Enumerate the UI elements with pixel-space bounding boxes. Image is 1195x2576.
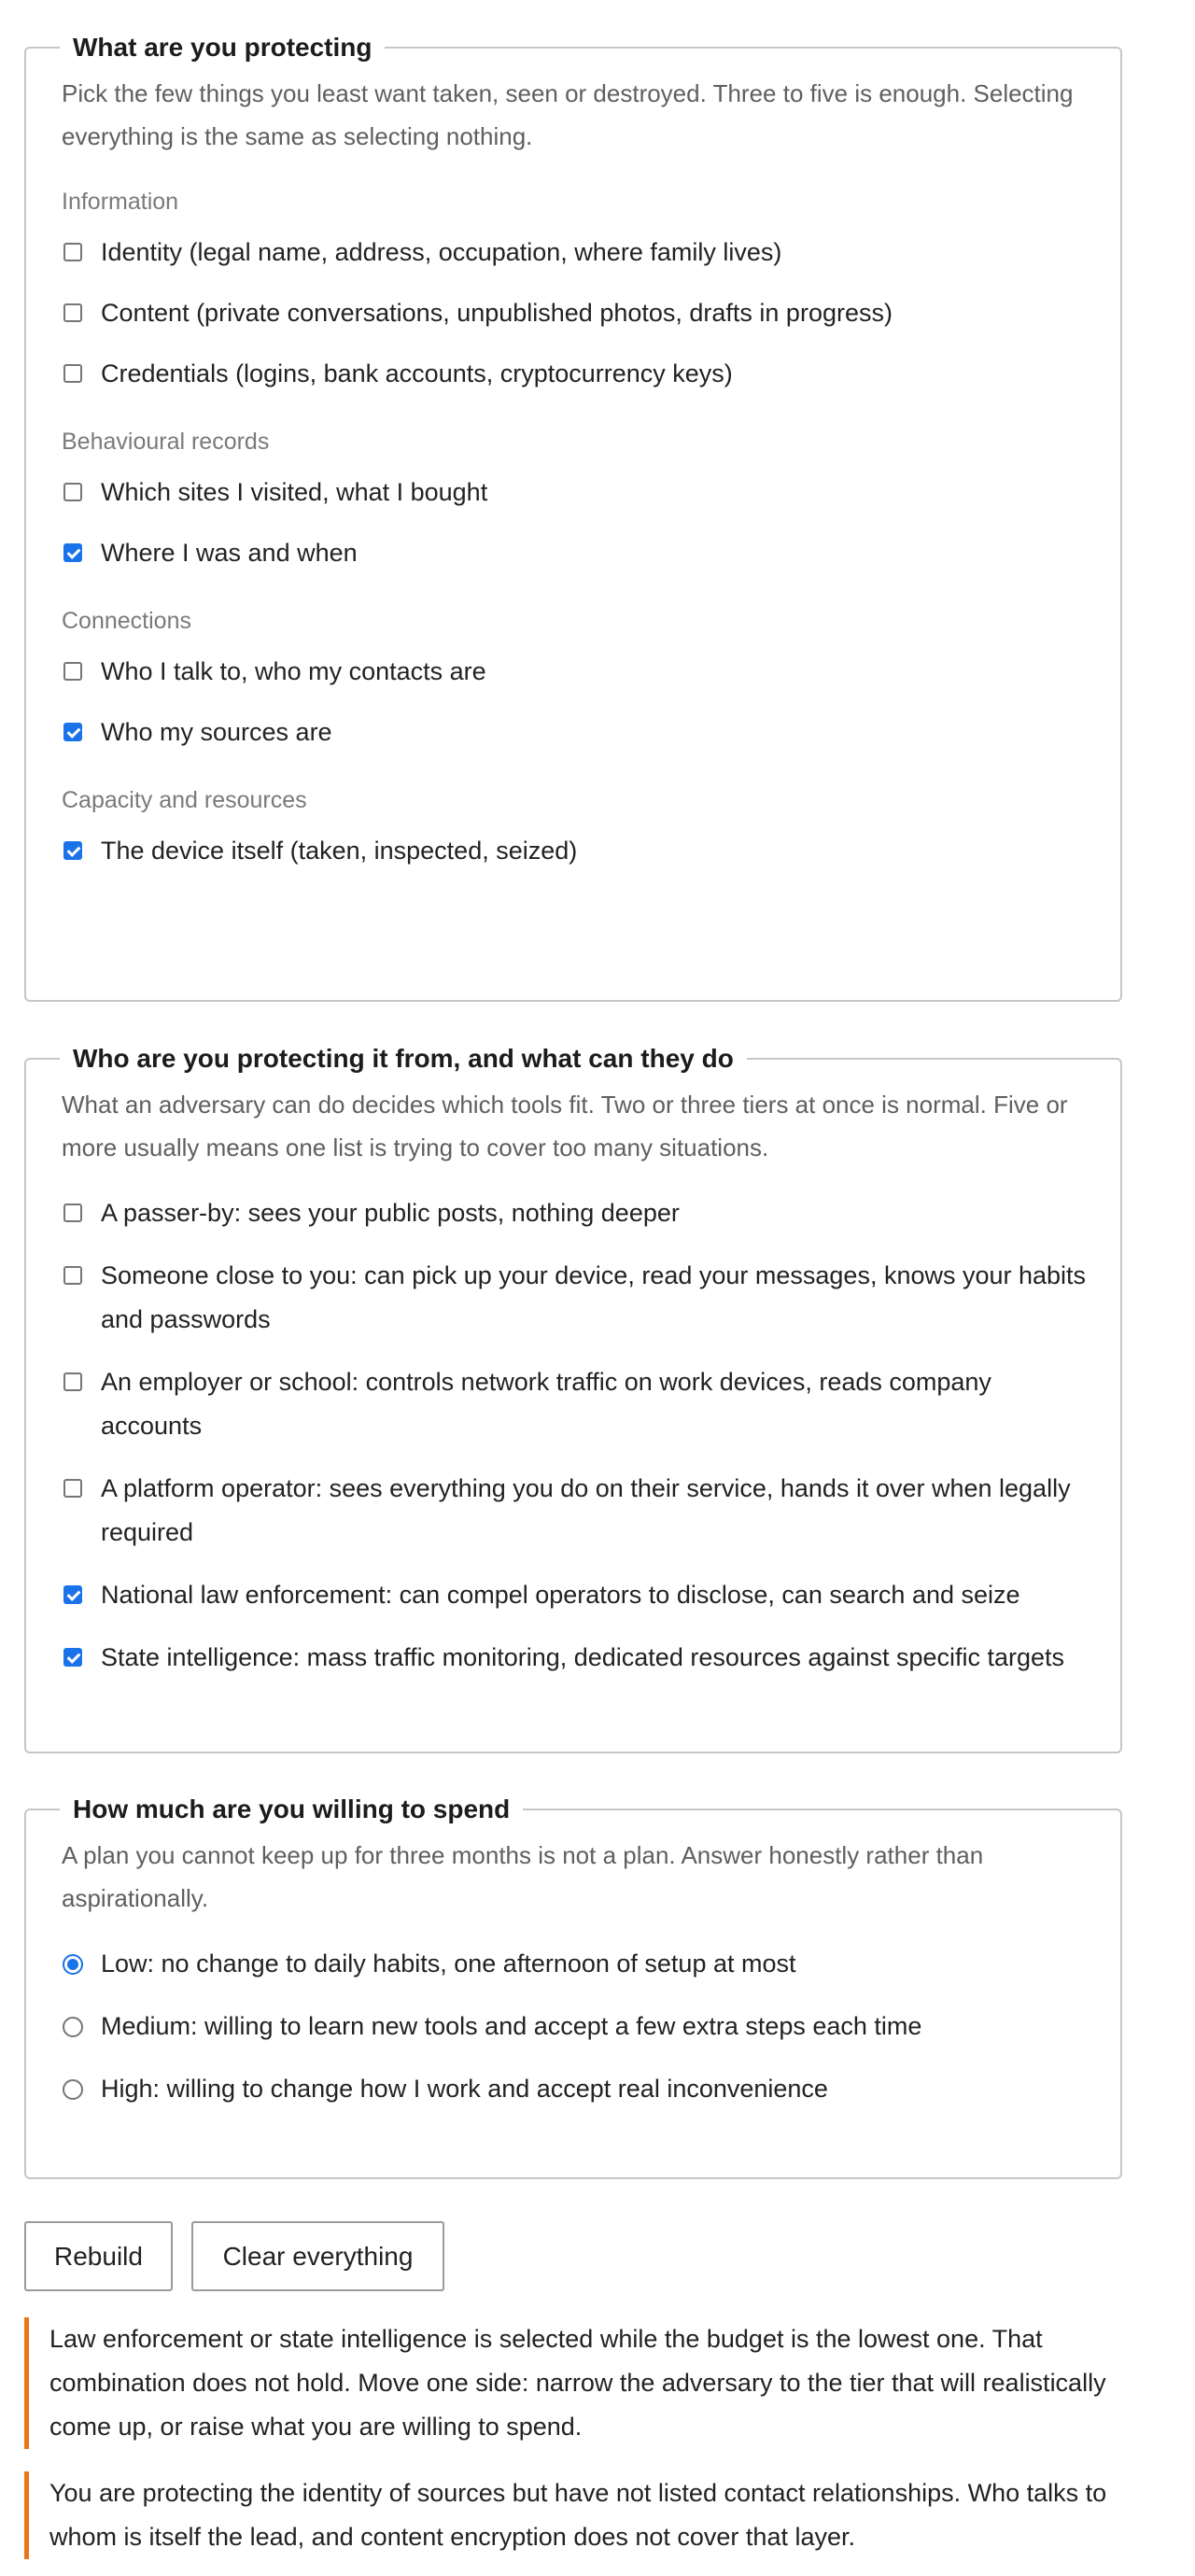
location-checkbox[interactable] (63, 543, 82, 562)
option-label: Low: no change to daily habits, one afternoon of setup at most (101, 1950, 796, 1978)
sites-visited-checkbox[interactable] (63, 483, 82, 501)
option-sites-visited[interactable] (62, 471, 1087, 514)
option-law-enforcement[interactable] (62, 1573, 1087, 1617)
employer-checkbox[interactable] (63, 1372, 82, 1391)
option-label: Identity (legal name, address, occupation, where family lives) (101, 238, 782, 266)
passer-by-checkbox[interactable] (63, 1204, 82, 1222)
option-budget-medium[interactable] (62, 2005, 1087, 2048)
budget-high-radio[interactable] (63, 2079, 83, 2100)
law-enforcement-checkbox[interactable] (63, 1585, 82, 1604)
contacts-checkbox[interactable] (63, 662, 82, 681)
option-someone-close[interactable] (62, 1254, 1087, 1342)
option-label: A platform operator: sees everything you do on their service, hands it over when legally required (101, 1474, 1071, 1546)
protecting-intro: Pick the few things you least want taken, seen or destroyed. Three to five is enough. Selecting everything is the same as selecting nothing. (62, 79, 1074, 150)
option-contacts[interactable] (62, 650, 1087, 694)
option-budget-high[interactable] (62, 2067, 1087, 2111)
group-label-connections: Connections (62, 608, 191, 634)
option-label: An employer or school: controls network traffic on work devices, reads company accounts (101, 1368, 991, 1440)
adversary-legend: Who are you protecting it from, and what can they do (73, 1044, 734, 1073)
platform-operator-checkbox[interactable] (63, 1479, 82, 1498)
someone-close-checkbox[interactable] (63, 1266, 82, 1285)
budget-low-radio[interactable] (63, 1954, 83, 1975)
content-checkbox[interactable] (63, 303, 82, 322)
option-passer-by[interactable] (62, 1191, 1087, 1235)
adversary-fieldset (24, 1044, 1122, 1753)
budget-legend: How much are you willing to spend (73, 1795, 511, 1823)
option-label: The device itself (taken, inspected, seized) (101, 837, 578, 865)
state-intelligence-checkbox[interactable] (63, 1648, 82, 1667)
group-label-capacity: Capacity and resources (62, 787, 307, 813)
option-budget-low[interactable] (62, 1942, 1087, 1986)
rebuild-button[interactable]: Rebuild (24, 2221, 173, 2291)
clear-everything-button[interactable]: Clear everything (191, 2221, 444, 2291)
sources-checkbox[interactable] (63, 723, 82, 741)
option-platform-operator[interactable] (62, 1467, 1087, 1555)
option-label: Content (private conversations, unpublished photos, drafts in progress) (101, 299, 893, 327)
option-device[interactable] (62, 829, 1087, 873)
option-content[interactable] (62, 291, 1087, 335)
protecting-legend: What are you protecting (73, 33, 373, 62)
option-label: High: willing to change how I work and accept real inconvenience (101, 2075, 828, 2103)
option-label: Where I was and when (101, 539, 358, 567)
option-credentials[interactable] (62, 352, 1087, 396)
option-label: Someone close to you: can pick up your device, read your messages, knows your habits and passwords (101, 1261, 1087, 1333)
option-label: Credentials (logins, bank accounts, cryptocurrency keys) (101, 359, 733, 387)
budget-fieldset (24, 1795, 1122, 2179)
option-label: Who my sources are (101, 718, 332, 746)
device-checkbox[interactable] (63, 841, 82, 860)
protecting-fieldset (24, 33, 1122, 1002)
identity-checkbox[interactable] (63, 243, 82, 261)
option-location[interactable] (62, 531, 1087, 575)
warning-budget-adversary: Law enforcement or state intelligence is selected while the budget is the lowest one. That combination does not hold. Move one side: narrow the adversary to the tier that will realistically come up, or raise what you are willing to spend. (24, 2317, 1154, 2449)
option-label: Medium: willing to learn new tools and accept a few extra steps each time (101, 2012, 922, 2040)
adversary-intro: What an adversary can do decides which tools fit. Two or three tiers at once is normal. Five or more usually means one list is trying to cover too many situations. (62, 1091, 1068, 1161)
group-label-information: Information (62, 189, 179, 215)
option-label: Which sites I visited, what I bought (101, 478, 488, 506)
option-state-intelligence[interactable] (62, 1636, 1087, 1680)
budget-intro: A plan you cannot keep up for three months is not a plan. Answer honestly rather than aspirationally. (62, 1841, 984, 1912)
option-identity[interactable] (62, 231, 1087, 274)
credentials-checkbox[interactable] (63, 364, 82, 383)
option-label: State intelligence: mass traffic monitoring, dedicated resources against specific targets (101, 1643, 1065, 1671)
budget-medium-radio[interactable] (63, 2017, 83, 2037)
option-label: National law enforcement: can compel operators to disclose, can search and seize (101, 1581, 1020, 1609)
option-label: A passer-by: sees your public posts, nothing deeper (101, 1199, 680, 1227)
option-label: Who I talk to, who my contacts are (101, 657, 486, 685)
warning-sources-contacts: You are protecting the identity of sources but have not listed contact relationships. Who talks to whom is itself the lead, and content encryption does not cover that layer. (24, 2471, 1154, 2559)
group-label-behavioural: Behavioural records (62, 429, 270, 455)
option-sources[interactable] (62, 711, 1087, 754)
option-employer[interactable] (62, 1360, 1087, 1448)
